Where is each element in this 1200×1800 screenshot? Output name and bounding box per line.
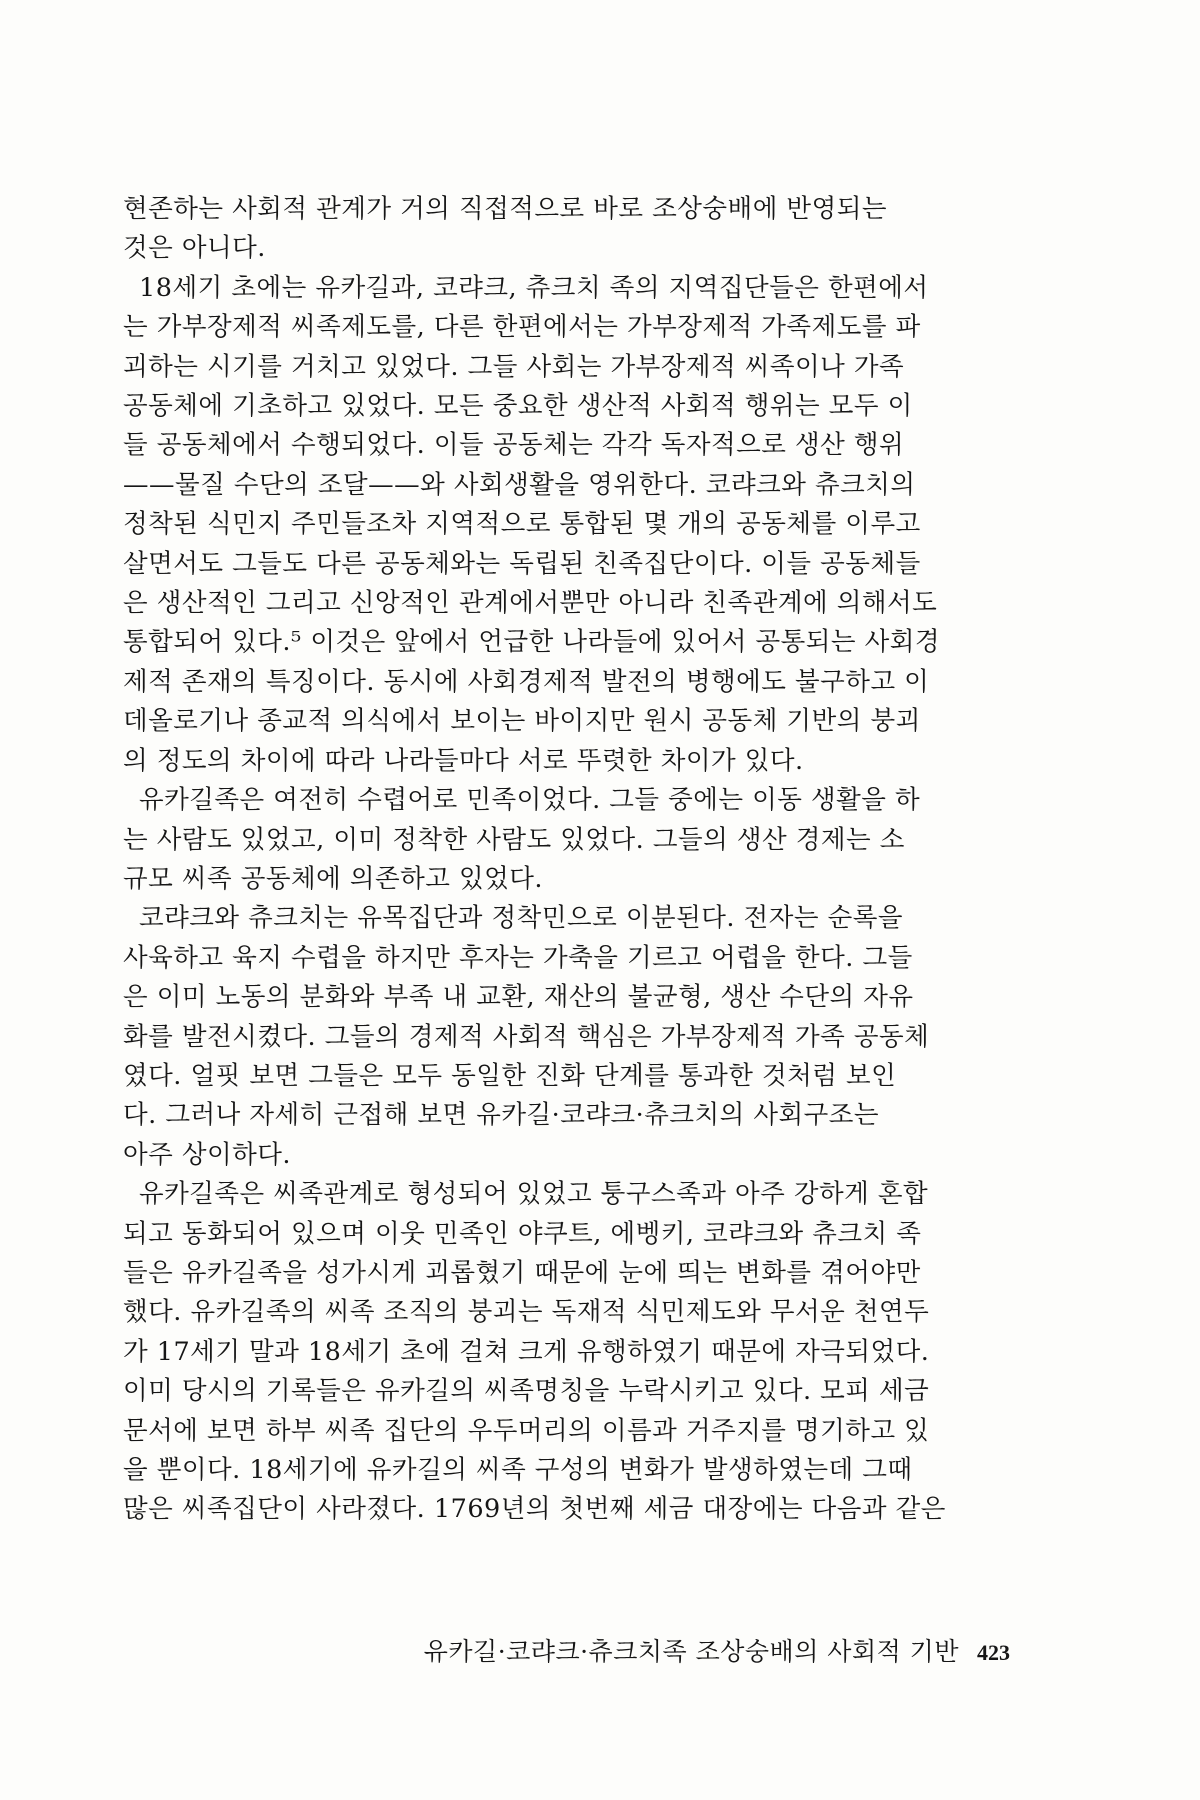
running-head: 유카길·코랴크·츄크치족 조상숭배의 사회적 기반 (423, 1637, 959, 1666)
paragraph-2: 18세기 초에는 유카길과, 코랴크, 츄크치 족의 지역집단들은 한편에서 는 가부장제적 씨족제도를, 다른 한편에서는 가부장제적 가족제도를 파 괴하는 시기를 거치고 있었다. 그들 사회는 가부장제적 씨족이나 가족 공동체에 기초하고 있었다. 모든 중요한 생산적 사회적 행위는 모두 이 들 공동체에서 수행되었다. 이들 공동체는 각각 독자적으로 생산 행위 ——물질 수단의 조달——와 사회생활을 영위한다. 코랴크와 츄크치의 정착된 식민지 주민들조차 지역적으로 통합된 몇 개의 공동체를 이루고 살면서도 그들도 다른 공동체와는 독립된 친족집단이다. 이들 공동체들 은 생산적인 그리고 신앙적인 관계에서뿐만 아니라 친족관계에 의해서도 통합되어 있다.⁵ 이것은 앞에서 언급한 나라들에 있어서 공통되는 사회경 제적 존재의 특징이다. 동시에 사회경제적 발전의 병행에도 불구하고 이 데올로기나 종교적 의식에서 보이는 바이지만 원시 공동체 기반의 붕괴 의 정도의 차이에 따라 나라들마다 서로 뚜렷한 차이가 있다. (123, 272, 941, 776)
body-text (123, 190, 1013, 1530)
paragraph-4: 코랴크와 츄크치는 유목집단과 정착민으로 이분된다. 전자는 순록을 사육하고 육지 수렵을 하지만 후자는 가축을 기르고 어렵을 한다. 그들 은 이미 노동의 분화와 부족 내 교환, 재산의 불균형, 생산 수단의 자유 화를 발전시켰다. 그들의 경제적 사회적 핵심은 가부장제적 가족 공동체 였다. 얼핏 보면 그들은 모두 동일한 진화 단계를 통과한 것처럼 보인 다. 그러나 자세히 근접해 보면 유카길·코랴크·츄크치의 사회구조는 아주 상이하다. (123, 903, 930, 1170)
page-footer (424, 1636, 1010, 1669)
page-number: 423 (977, 1640, 1010, 1665)
paragraph-1: 현존하는 사회적 관계가 거의 직접적으로 바로 조상숭배에 반영되는 것은 아니다. (123, 194, 887, 264)
paragraph-5: 유카길족은 씨족관계로 형성되어 있었고 퉁구스족과 아주 강하게 혼합 되고 동화되어 있으며 이웃 민족인 야쿠트, 에벵키, 코랴크와 츄크치 족 들은 유카길족을 성가시게 괴롭혔기 때문에 눈에 띄는 변화를 겪어야만 했다. 유카길족의 씨족 조직의 붕괴는 독재적 식민제도와 무서운 천연두 가 17세기 말과 18세기 초에 걸쳐 크게 유행하였기 때문에 자극되었다. 이미 당시의 기록들은 유카길의 씨족명칭을 누락시키고 있다. 모피 세금 문서에 보면 하부 씨족 집단의 우두머리의 이름과 거주지를 명기하고 있 을 뿐이다. 18세기에 유카길의 씨족 구성의 변화가 발생하였는데 그때 많은 씨족집단이 사라졌다. 1769년의 첫번째 세금 대장에는 다음과 같은 (123, 1179, 946, 1525)
paragraph-3: 유카길족은 여전히 수렵어로 민족이었다. 그들 중에는 이동 생활을 하 는 사람도 있었고, 이미 정착한 사람도 있었다. 그들의 생산 경제는 소 규모 씨족 공동체에 의존하고 있었다. (123, 785, 921, 894)
